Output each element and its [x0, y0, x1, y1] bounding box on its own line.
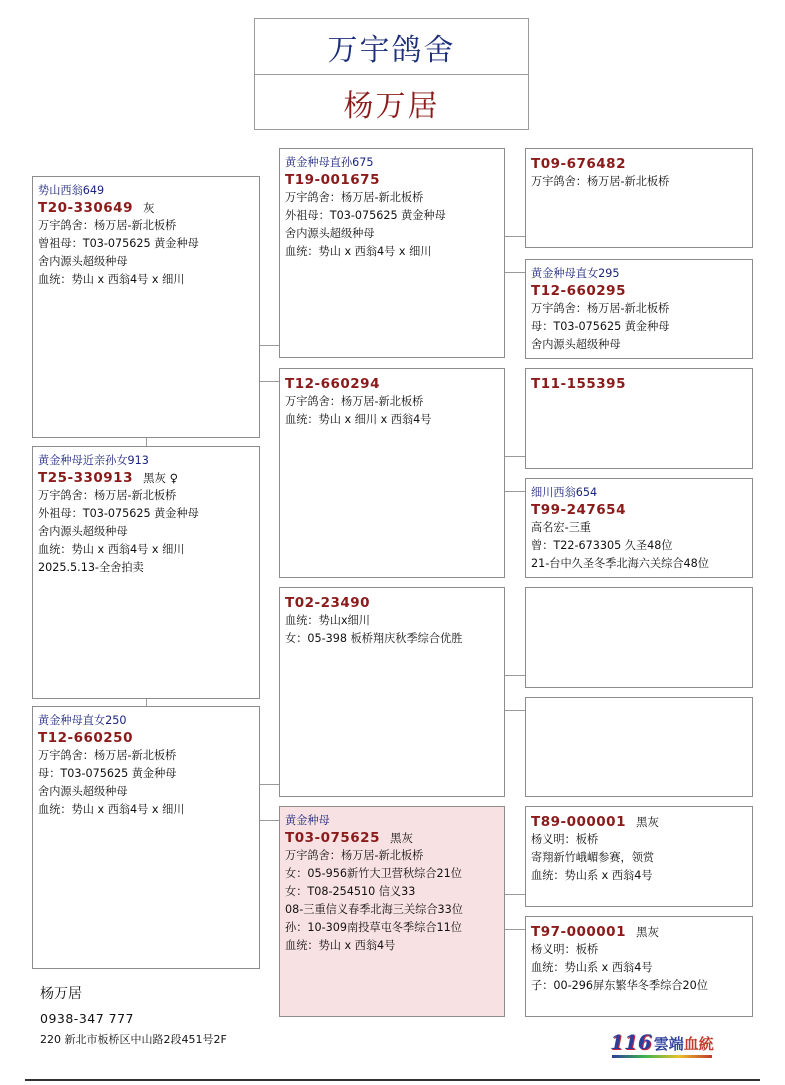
connector — [260, 784, 279, 785]
info-line: 万宇鸽舍：杨万居-新北板桥 — [38, 489, 177, 502]
pedigree-box-ddd — [525, 916, 753, 1017]
info-line: 万宇鸽舍：杨万居-新北板桥 — [38, 749, 177, 762]
logo-number: 116 — [610, 1030, 652, 1054]
ring-number — [531, 282, 746, 300]
info-line: 万宇鸽舍：杨万居-新北板桥 — [531, 175, 670, 188]
ring-id: T89-000001 — [531, 814, 626, 830]
connector — [505, 710, 525, 711]
info-line: 血统：势山 x 西翁4号 x 细川 — [38, 543, 185, 556]
cloud-pedigree-logo — [610, 1030, 714, 1054]
ring-id: T25-330913 — [38, 470, 133, 486]
ring-id: T11-155395 — [531, 376, 626, 392]
connector — [505, 894, 525, 895]
pedigree-box-ssd — [525, 259, 753, 359]
info-line: 舍内源头超级种母 — [285, 227, 375, 240]
ring-number — [285, 171, 498, 189]
connector — [146, 699, 147, 706]
logo-text-b: 血統 — [683, 1035, 714, 1053]
loft-name: 万宇鸽舍 — [255, 19, 528, 75]
ring-id: T99-247654 — [531, 502, 626, 518]
ring-id: T12-660294 — [285, 376, 380, 392]
info-line: 血统：势山 x 细川 x 西翁4号 — [285, 413, 432, 426]
ring-number — [531, 813, 746, 831]
connector — [505, 491, 525, 492]
bottom-rule — [25, 1079, 760, 1081]
info-line: 高名宏-三重 — [531, 521, 591, 534]
contact-name: 杨万居 — [40, 986, 82, 1002]
info-line: 女：T08-254510 信义33 — [285, 885, 416, 898]
pedigree-box-sire — [32, 176, 260, 438]
color-sex: 黑灰 — [635, 815, 659, 829]
ring-id: T20-330649 — [38, 200, 133, 216]
connector — [260, 345, 279, 346]
connector — [505, 236, 525, 237]
ring-number — [531, 375, 746, 393]
info-line: 外祖母：T03-075625 黄金种母 — [38, 507, 199, 520]
info-line: 舍内源头超级种母 — [38, 255, 128, 268]
pedigree-box-dsd — [525, 697, 753, 797]
color-sex: 黑灰 — [635, 925, 659, 939]
ring-id: T12-660250 — [38, 730, 133, 746]
pedigree-box-dam-dam — [279, 806, 505, 1017]
bird-title: 黄金种母 — [285, 814, 330, 827]
pedigree-box-sire-sire — [279, 148, 505, 358]
logo-text — [654, 1033, 714, 1054]
color-sex: 灰 — [142, 201, 155, 215]
pedigree-box-subject — [32, 446, 260, 699]
info-line: 孙：10-309南投草屯冬季综合11位 — [285, 921, 462, 934]
info-line: 08-三重信义春季北海三关综合33位 — [285, 903, 463, 916]
bird-title: 黄金种母近亲孙女913 — [38, 454, 149, 467]
ring-number — [531, 923, 746, 941]
pedigree-header — [254, 18, 529, 130]
pedigree-box-sss — [525, 148, 753, 248]
pedigree-box-dam-sire — [279, 587, 505, 797]
info-line: 子：00-296屏东繁华冬季综合20位 — [531, 979, 708, 992]
info-line: 血统：势山 x 西翁4号 x 细川 — [38, 273, 185, 286]
connector — [505, 675, 525, 676]
info-line: 舍内源头超级种母 — [531, 338, 621, 351]
info-line: 外祖母：T03-075625 黄金种母 — [285, 209, 446, 222]
info-line: 万宇鸽舍：杨万居-新北板桥 — [285, 191, 424, 204]
connector — [505, 929, 525, 930]
info-line: 杨义明：板桥 — [531, 943, 599, 956]
connector — [146, 438, 147, 446]
ring-number — [285, 829, 498, 847]
pedigree-box-sdd — [525, 478, 753, 578]
connector — [505, 456, 525, 457]
contact-info — [40, 984, 227, 1048]
info-line: 血统：势山 x 西翁4号 x 细川 — [285, 245, 432, 258]
ring-number — [38, 199, 253, 217]
info-line: 血统：势山系 x 西翁4号 — [531, 961, 653, 974]
owner-name: 杨万居 — [343, 88, 440, 124]
ring-number — [285, 594, 498, 612]
info-line: 万宇鸽舍：杨万居-新北板桥 — [38, 219, 177, 232]
contact-address: 220 新北市板桥区中山路2段451号2F — [40, 1033, 227, 1046]
info-line: 曾祖母：T03-075625 黄金种母 — [38, 237, 199, 250]
bird-title: 黄金种母直女295 — [531, 267, 620, 280]
info-line: 母：T03-075625 黄金种母 — [38, 767, 177, 780]
info-line: 2025.5.13-全舍拍卖 — [38, 561, 144, 574]
logo-bar — [612, 1055, 712, 1058]
connector — [260, 820, 279, 821]
info-line: 杨义明：板桥 — [531, 833, 599, 846]
pedigree-box-dds — [525, 806, 753, 907]
info-line: 女：05-956新竹大卫营秋综合21位 — [285, 867, 462, 880]
ring-number — [38, 469, 253, 487]
pedigree-box-sire-dam — [279, 368, 505, 578]
pedigree-box-dss — [525, 587, 753, 688]
ring-id: T09-676482 — [531, 156, 626, 172]
connector — [505, 272, 525, 273]
ring-id: T19-001675 — [285, 172, 380, 188]
info-line: 血统：势山系 x 西翁4号 — [531, 869, 653, 882]
ring-number — [38, 729, 253, 747]
info-line: 女：05-398 板桥翔庆秋季综合优胜 — [285, 632, 463, 645]
info-line: 舍内源头超级种母 — [38, 525, 128, 538]
info-line: 万宇鸽舍：杨万居-新北板桥 — [285, 849, 424, 862]
ring-number — [531, 501, 746, 519]
info-line: 21-台中久圣冬季北海六关综合48位 — [531, 557, 709, 570]
info-line: 血统：势山 x 西翁4号 x 细川 — [38, 803, 185, 816]
logo-text-a: 雲端 — [653, 1035, 684, 1053]
info-line: 血统：势山x细川 — [285, 614, 370, 627]
info-line: 母：T03-075625 黄金种母 — [531, 320, 670, 333]
ring-number — [285, 375, 498, 393]
color-sex: 黑灰 — [389, 831, 413, 845]
ring-id: T03-075625 — [285, 830, 380, 846]
info-line: 寄翔新竹峨嵋参赛，领赏 — [531, 851, 655, 864]
info-line: 曾：T22-673305 久圣48位 — [531, 539, 673, 552]
ring-id: T12-660295 — [531, 283, 626, 299]
info-line: 舍内源头超级种母 — [38, 785, 128, 798]
ring-number — [531, 155, 746, 173]
contact-phone: 0938-347 777 — [40, 1011, 135, 1026]
info-line: 万宇鸽舍：杨万居-新北板桥 — [285, 395, 424, 408]
color-sex: 黑灰 ♀ — [142, 471, 179, 485]
bird-title: 势山西翁649 — [38, 184, 105, 197]
info-line: 血统：势山 x 西翁4号 — [285, 939, 396, 952]
pedigree-box-sds — [525, 368, 753, 469]
bird-title: 黄金种母直孙675 — [285, 156, 374, 169]
bird-title: 黄金种母直女250 — [38, 714, 127, 727]
connector — [260, 381, 279, 382]
ring-id: T97-000001 — [531, 924, 626, 940]
pedigree-box-dam — [32, 706, 260, 969]
info-line: 万宇鸽舍：杨万居-新北板桥 — [531, 302, 670, 315]
bird-title: 细川西翁654 — [531, 486, 598, 499]
ring-id: T02-23490 — [285, 595, 371, 611]
